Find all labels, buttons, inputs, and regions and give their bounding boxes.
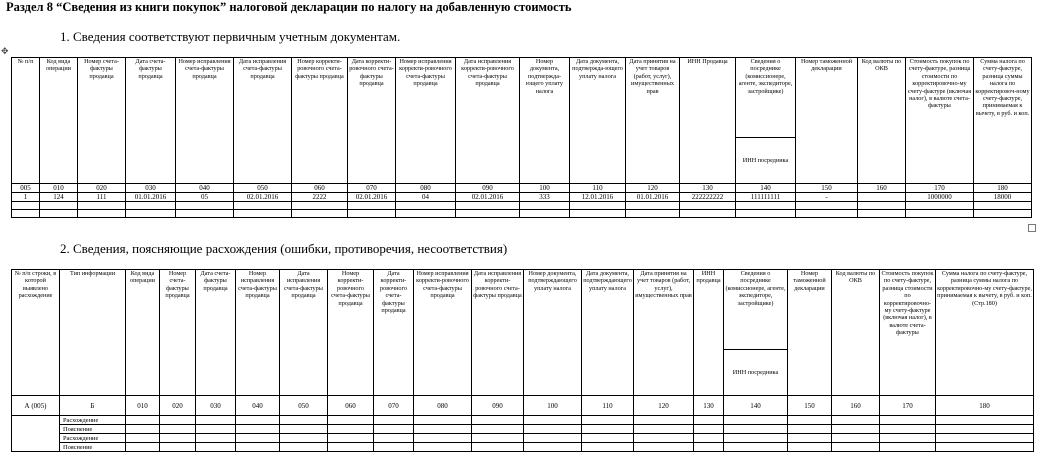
data-cell[interactable]	[160, 434, 196, 443]
header-cell: ИНН Продавца	[680, 58, 736, 184]
data-cell[interactable]	[788, 425, 832, 434]
data-cell[interactable]	[796, 202, 858, 210]
data-cell[interactable]	[126, 210, 176, 218]
data-cell[interactable]	[328, 443, 374, 452]
data-cell[interactable]	[292, 210, 348, 218]
data-cell[interactable]	[880, 425, 936, 434]
data-cell[interactable]	[832, 425, 880, 434]
table-section2	[11, 269, 1034, 452]
code-cell: 110	[570, 184, 626, 193]
data-cell[interactable]	[634, 434, 694, 443]
section1-heading: 1. Сведения соответствуют первичным учетным документам.	[60, 29, 401, 44]
data-cell[interactable]	[694, 443, 724, 452]
data-cell[interactable]	[724, 434, 788, 443]
data-cell[interactable]	[78, 210, 126, 218]
header-cell: Код валюты по ОКВ	[832, 270, 880, 396]
header-cell: Дата счета-фактуры продавца	[126, 58, 176, 184]
code-cell: 080	[414, 396, 472, 416]
data-cell[interactable]	[160, 443, 196, 452]
data-cell[interactable]	[680, 202, 736, 210]
header-cell: Дата документа, подтверждающего уплату налога	[582, 270, 634, 396]
inn-intermediary-header: ИНН посредника	[724, 350, 788, 396]
data-cell[interactable]	[472, 434, 524, 443]
code-cell: 080	[396, 184, 456, 193]
header-cell: Номер исправления счета-фактуры продавца	[236, 270, 280, 396]
header-cell: Номер корректи-ровочного счета-фактуры продавца	[328, 270, 374, 396]
data-cell[interactable]	[858, 193, 906, 202]
data-cell[interactable]	[414, 443, 472, 452]
data-cell[interactable]	[570, 210, 626, 218]
header-cell: Дата исправления корректи-ровочного счета-фактуры продавца	[472, 270, 524, 396]
code-cell: 100	[520, 184, 570, 193]
data-cell[interactable]	[582, 416, 634, 425]
code-cell: 005	[12, 184, 40, 193]
data-cell[interactable]	[582, 425, 634, 434]
data-cell[interactable]	[40, 210, 78, 218]
table-section1	[11, 57, 1032, 218]
data-cell[interactable]	[694, 434, 724, 443]
data-cell[interactable]	[788, 416, 832, 425]
data-cell[interactable]	[472, 443, 524, 452]
data-cell[interactable]	[936, 425, 1034, 434]
data-cell[interactable]	[348, 210, 396, 218]
data-cell[interactable]	[524, 416, 582, 425]
data-cell[interactable]	[788, 443, 832, 452]
data-cell[interactable]	[280, 443, 328, 452]
code-cell: 010	[40, 184, 78, 193]
data-cell[interactable]	[236, 443, 280, 452]
data-cell[interactable]	[724, 443, 788, 452]
code-cell: 020	[160, 396, 196, 416]
data-cell[interactable]	[634, 443, 694, 452]
header-cell: Номер таможенной декларации	[796, 58, 858, 184]
data-cell[interactable]	[626, 210, 680, 218]
code-cell: 100	[524, 396, 582, 416]
code-cell: 160	[832, 396, 880, 416]
data-cell[interactable]	[520, 210, 570, 218]
data-cell[interactable]	[472, 425, 524, 434]
data-cell[interactable]: 2222	[292, 193, 348, 202]
header-cell: Сведения о посреднике (комиссионере, агенте, экспедиторе, застройщике)	[736, 58, 796, 138]
code-cell: 180	[936, 396, 1034, 416]
data-cell[interactable]	[880, 443, 936, 452]
header-cell: Дата корректи-ровочного счета-фактуры продавца	[374, 270, 414, 396]
code-cell: А (005)	[12, 396, 60, 416]
header-cell: Дата корректи-ровочного счета-фактуры продавца	[348, 58, 396, 184]
data-cell[interactable]	[374, 416, 414, 425]
data-cell[interactable]	[858, 210, 906, 218]
header-cell: Номер исправления счета-фактуры продавца	[176, 58, 234, 184]
data-cell[interactable]	[348, 202, 396, 210]
code-cell: 140	[736, 184, 796, 193]
data-cell[interactable]	[196, 443, 236, 452]
data-cell[interactable]	[160, 425, 196, 434]
data-cell[interactable]	[832, 416, 880, 425]
data-cell[interactable]	[936, 434, 1034, 443]
header-cell: Стоимость покупок по счету-фактуре, разница стоимости по корректировочно-му счету-фактуре (включая налог), в валюте счета-фактуры	[906, 58, 974, 184]
data-cell[interactable]	[724, 425, 788, 434]
code-cell: 160	[858, 184, 906, 193]
data-cell[interactable]	[724, 416, 788, 425]
header-cell	[858, 58, 906, 184]
table-row	[12, 443, 1034, 452]
code-cell: 060	[292, 184, 348, 193]
code-cell: 150	[788, 396, 832, 416]
code-cell: 090	[472, 396, 524, 416]
header-text: Код валюты по ОКВ	[861, 58, 902, 73]
data-cell[interactable]	[936, 416, 1034, 425]
header-cell: Номер корректи-ровочного счета-фактуры продавца	[292, 58, 348, 184]
code-cell: 020	[78, 184, 126, 193]
section-title: Раздел 8 “Сведения из книги покупок” налоговой декларации по налогу на добавленную стоимость	[6, 0, 572, 14]
header-cell: Сумма налога по счету-фактуре, разница суммы налога по корректировоч-ному счету-фактуре, принимаемая к вычету, в руб. и коп.	[974, 58, 1032, 184]
header-cell: Код вида операции	[126, 270, 160, 396]
data-cell[interactable]	[78, 202, 126, 210]
data-cell[interactable]: 01.01.2016	[626, 193, 680, 202]
data-cell[interactable]	[328, 416, 374, 425]
data-cell[interactable]	[906, 210, 974, 218]
row-type-label: Пояснение	[60, 443, 126, 452]
header-cell: Номер исправления корректи-ровочного счета-фактуры продавца	[414, 270, 472, 396]
code-cell: 120	[626, 184, 680, 193]
data-cell[interactable]	[974, 210, 1032, 218]
data-cell[interactable]	[736, 210, 796, 218]
data-cell[interactable]	[524, 443, 582, 452]
header-cell: № п/п строки, в которой выявлено расхождение	[12, 270, 60, 396]
table-row	[12, 193, 1032, 202]
data-cell[interactable]	[788, 434, 832, 443]
data-cell[interactable]	[396, 202, 456, 210]
header-cell: Дата исправления счета-фактуры продавца	[234, 58, 292, 184]
codes-row	[12, 396, 1034, 416]
table-row	[12, 416, 1034, 425]
header-cell: Дата исправления корректи-ровочного счета-фактуры продавца	[456, 58, 520, 184]
data-cell[interactable]	[456, 202, 520, 210]
data-cell[interactable]	[374, 425, 414, 434]
code-cell: 030	[126, 184, 176, 193]
data-cell[interactable]	[126, 443, 160, 452]
data-cell[interactable]	[414, 416, 472, 425]
data-cell[interactable]: 18000	[974, 193, 1032, 202]
data-cell[interactable]	[176, 210, 234, 218]
header-cell: Код вида операции	[40, 58, 78, 184]
code-cell: 070	[374, 396, 414, 416]
code-cell: 120	[634, 396, 694, 416]
data-cell[interactable]	[626, 202, 680, 210]
table-row	[12, 425, 1034, 434]
data-cell[interactable]: 02.01.2016	[348, 193, 396, 202]
data-cell[interactable]	[126, 202, 176, 210]
row-number-cell[interactable]	[12, 416, 60, 452]
header-cell: Номер документа, подтверждающего уплату налога	[524, 270, 582, 396]
data-cell[interactable]	[374, 443, 414, 452]
data-cell[interactable]	[236, 416, 280, 425]
data-cell[interactable]	[456, 210, 520, 218]
data-cell[interactable]: 111	[78, 193, 126, 202]
codes-row	[12, 184, 1032, 193]
data-cell[interactable]	[582, 443, 634, 452]
data-cell[interactable]: 04	[396, 193, 456, 202]
data-cell[interactable]	[472, 416, 524, 425]
data-cell[interactable]	[328, 434, 374, 443]
header-cell: ИНН продавца	[694, 270, 724, 396]
data-cell[interactable]	[582, 434, 634, 443]
data-cell[interactable]: 02.01.2016	[456, 193, 520, 202]
header-cell: Номер счета-фактуры продавца	[78, 58, 126, 184]
data-cell[interactable]	[236, 425, 280, 434]
data-cell[interactable]	[858, 202, 906, 210]
code-cell: 090	[456, 184, 520, 193]
header-cell: Номер таможенной декларации	[788, 270, 832, 396]
data-cell[interactable]: 1	[12, 193, 40, 202]
data-cell[interactable]	[906, 202, 974, 210]
data-cell[interactable]	[196, 434, 236, 443]
data-cell[interactable]	[570, 202, 626, 210]
header-cell: Сведения о посреднике (комиссионере, агенте, экспедиторе, застройщике)	[724, 270, 788, 350]
section2-heading: 2. Сведения, поясняющие расхождения (ошибки, противоречия, несоответствия)	[60, 241, 508, 256]
header-cell: Дата принятия на учет товаров (работ, услуг), имущественных прав	[634, 270, 694, 396]
data-cell[interactable]	[12, 210, 40, 218]
data-cell[interactable]: 05	[176, 193, 234, 202]
data-cell[interactable]	[196, 425, 236, 434]
code-cell: 030	[196, 396, 236, 416]
table-row	[12, 434, 1034, 443]
row-type-label: Расхождение	[60, 416, 126, 425]
data-cell[interactable]	[280, 416, 328, 425]
code-cell: 060	[328, 396, 374, 416]
data-cell[interactable]: 222222222	[680, 193, 736, 202]
code-cell: 180	[974, 184, 1032, 193]
data-cell[interactable]	[680, 210, 736, 218]
code-cell: 170	[906, 184, 974, 193]
row-type-label: Пояснение	[60, 425, 126, 434]
header-cell: Тип информации	[60, 270, 126, 396]
data-cell[interactable]	[126, 425, 160, 434]
inn-intermediary-header: ИНН посредника	[736, 138, 796, 184]
code-cell: 040	[176, 184, 234, 193]
header-cell: Дата счета-фактуры продавца	[196, 270, 236, 396]
data-cell[interactable]	[974, 202, 1032, 210]
code-cell: 170	[880, 396, 936, 416]
data-cell[interactable]: 1000000	[906, 193, 974, 202]
code-cell: 130	[680, 184, 736, 193]
data-cell[interactable]	[880, 416, 936, 425]
data-cell[interactable]	[396, 210, 456, 218]
data-cell[interactable]	[236, 434, 280, 443]
data-cell[interactable]	[280, 425, 328, 434]
code-cell: 140	[724, 396, 788, 416]
data-cell[interactable]	[634, 416, 694, 425]
data-cell[interactable]: 02.01.2016	[234, 193, 292, 202]
code-cell: 040	[236, 396, 280, 416]
data-cell[interactable]	[414, 434, 472, 443]
data-cell[interactable]	[414, 425, 472, 434]
data-cell[interactable]	[12, 202, 40, 210]
data-cell[interactable]	[126, 434, 160, 443]
data-cell[interactable]	[936, 443, 1034, 452]
header-cell: Стоимость покупок по счету-фактуре, разница стоимости по корректировочно-му счету-фактуре (включая налог), в валюте счета-фактуры	[880, 270, 936, 396]
code-cell: 070	[348, 184, 396, 193]
data-cell[interactable]	[328, 425, 374, 434]
header-cell: Дата исправления счета-фактуры продавца	[280, 270, 328, 396]
code-cell: 150	[796, 184, 858, 193]
data-cell[interactable]	[880, 434, 936, 443]
data-cell[interactable]	[176, 202, 234, 210]
header-cell: Сумма налога по счету-фактуре, разница суммы налога по корректировочно-му счету-фактуре, принимаемая к вычету, в руб. и коп. (Стр.180)	[936, 270, 1034, 396]
table-move-handle-icon[interactable]: ✥	[1, 46, 9, 56]
data-cell[interactable]	[694, 425, 724, 434]
code-cell: 110	[582, 396, 634, 416]
data-cell[interactable]: 12.01.2016	[570, 193, 626, 202]
data-cell[interactable]	[524, 434, 582, 443]
data-cell[interactable]	[126, 416, 160, 425]
data-cell[interactable]	[634, 425, 694, 434]
code-cell: 130	[694, 396, 724, 416]
table-resize-handle-icon[interactable]	[1028, 224, 1036, 232]
table-row	[12, 202, 1032, 210]
data-cell[interactable]	[524, 425, 582, 434]
header-cell: Дата принятия на учет товаров (работ, услуг), имущественных прав	[626, 58, 680, 184]
header-cell: Дата документа, подтвержда-ющего уплату налога	[570, 58, 626, 184]
header-cell: Номер исправления корректи-ровочного счета-фактуры продавца	[396, 58, 456, 184]
data-cell[interactable]	[160, 416, 196, 425]
data-cell[interactable]	[234, 202, 292, 210]
header-cell: Номер документа, подтвержда-ющего уплату налога	[520, 58, 570, 184]
data-cell[interactable]: 01.01.2016	[126, 193, 176, 202]
data-cell[interactable]	[796, 210, 858, 218]
code-cell: 050	[234, 184, 292, 193]
data-cell[interactable]	[280, 434, 328, 443]
data-cell[interactable]	[292, 202, 348, 210]
data-cell[interactable]	[694, 416, 724, 425]
header-cell: № п/п	[12, 58, 40, 184]
data-cell[interactable]: -	[796, 193, 858, 202]
data-cell[interactable]	[234, 210, 292, 218]
header-cell: Номер счета-фактуры продавца	[160, 270, 196, 396]
data-cell[interactable]: 111111111	[736, 193, 796, 202]
data-cell[interactable]	[736, 202, 796, 210]
row-type-label: Расхождение	[60, 434, 126, 443]
data-cell[interactable]	[520, 202, 570, 210]
code-cell: 050	[280, 396, 328, 416]
code-cell: 010	[126, 396, 160, 416]
data-cell[interactable]	[40, 202, 78, 210]
data-cell[interactable]	[196, 416, 236, 425]
data-cell[interactable]: 124	[40, 193, 78, 202]
data-cell[interactable]: 333	[520, 193, 570, 202]
data-cell[interactable]	[832, 443, 880, 452]
data-cell[interactable]	[832, 434, 880, 443]
code-cell: Б	[60, 396, 126, 416]
table-row	[12, 210, 1032, 218]
data-cell[interactable]	[374, 434, 414, 443]
